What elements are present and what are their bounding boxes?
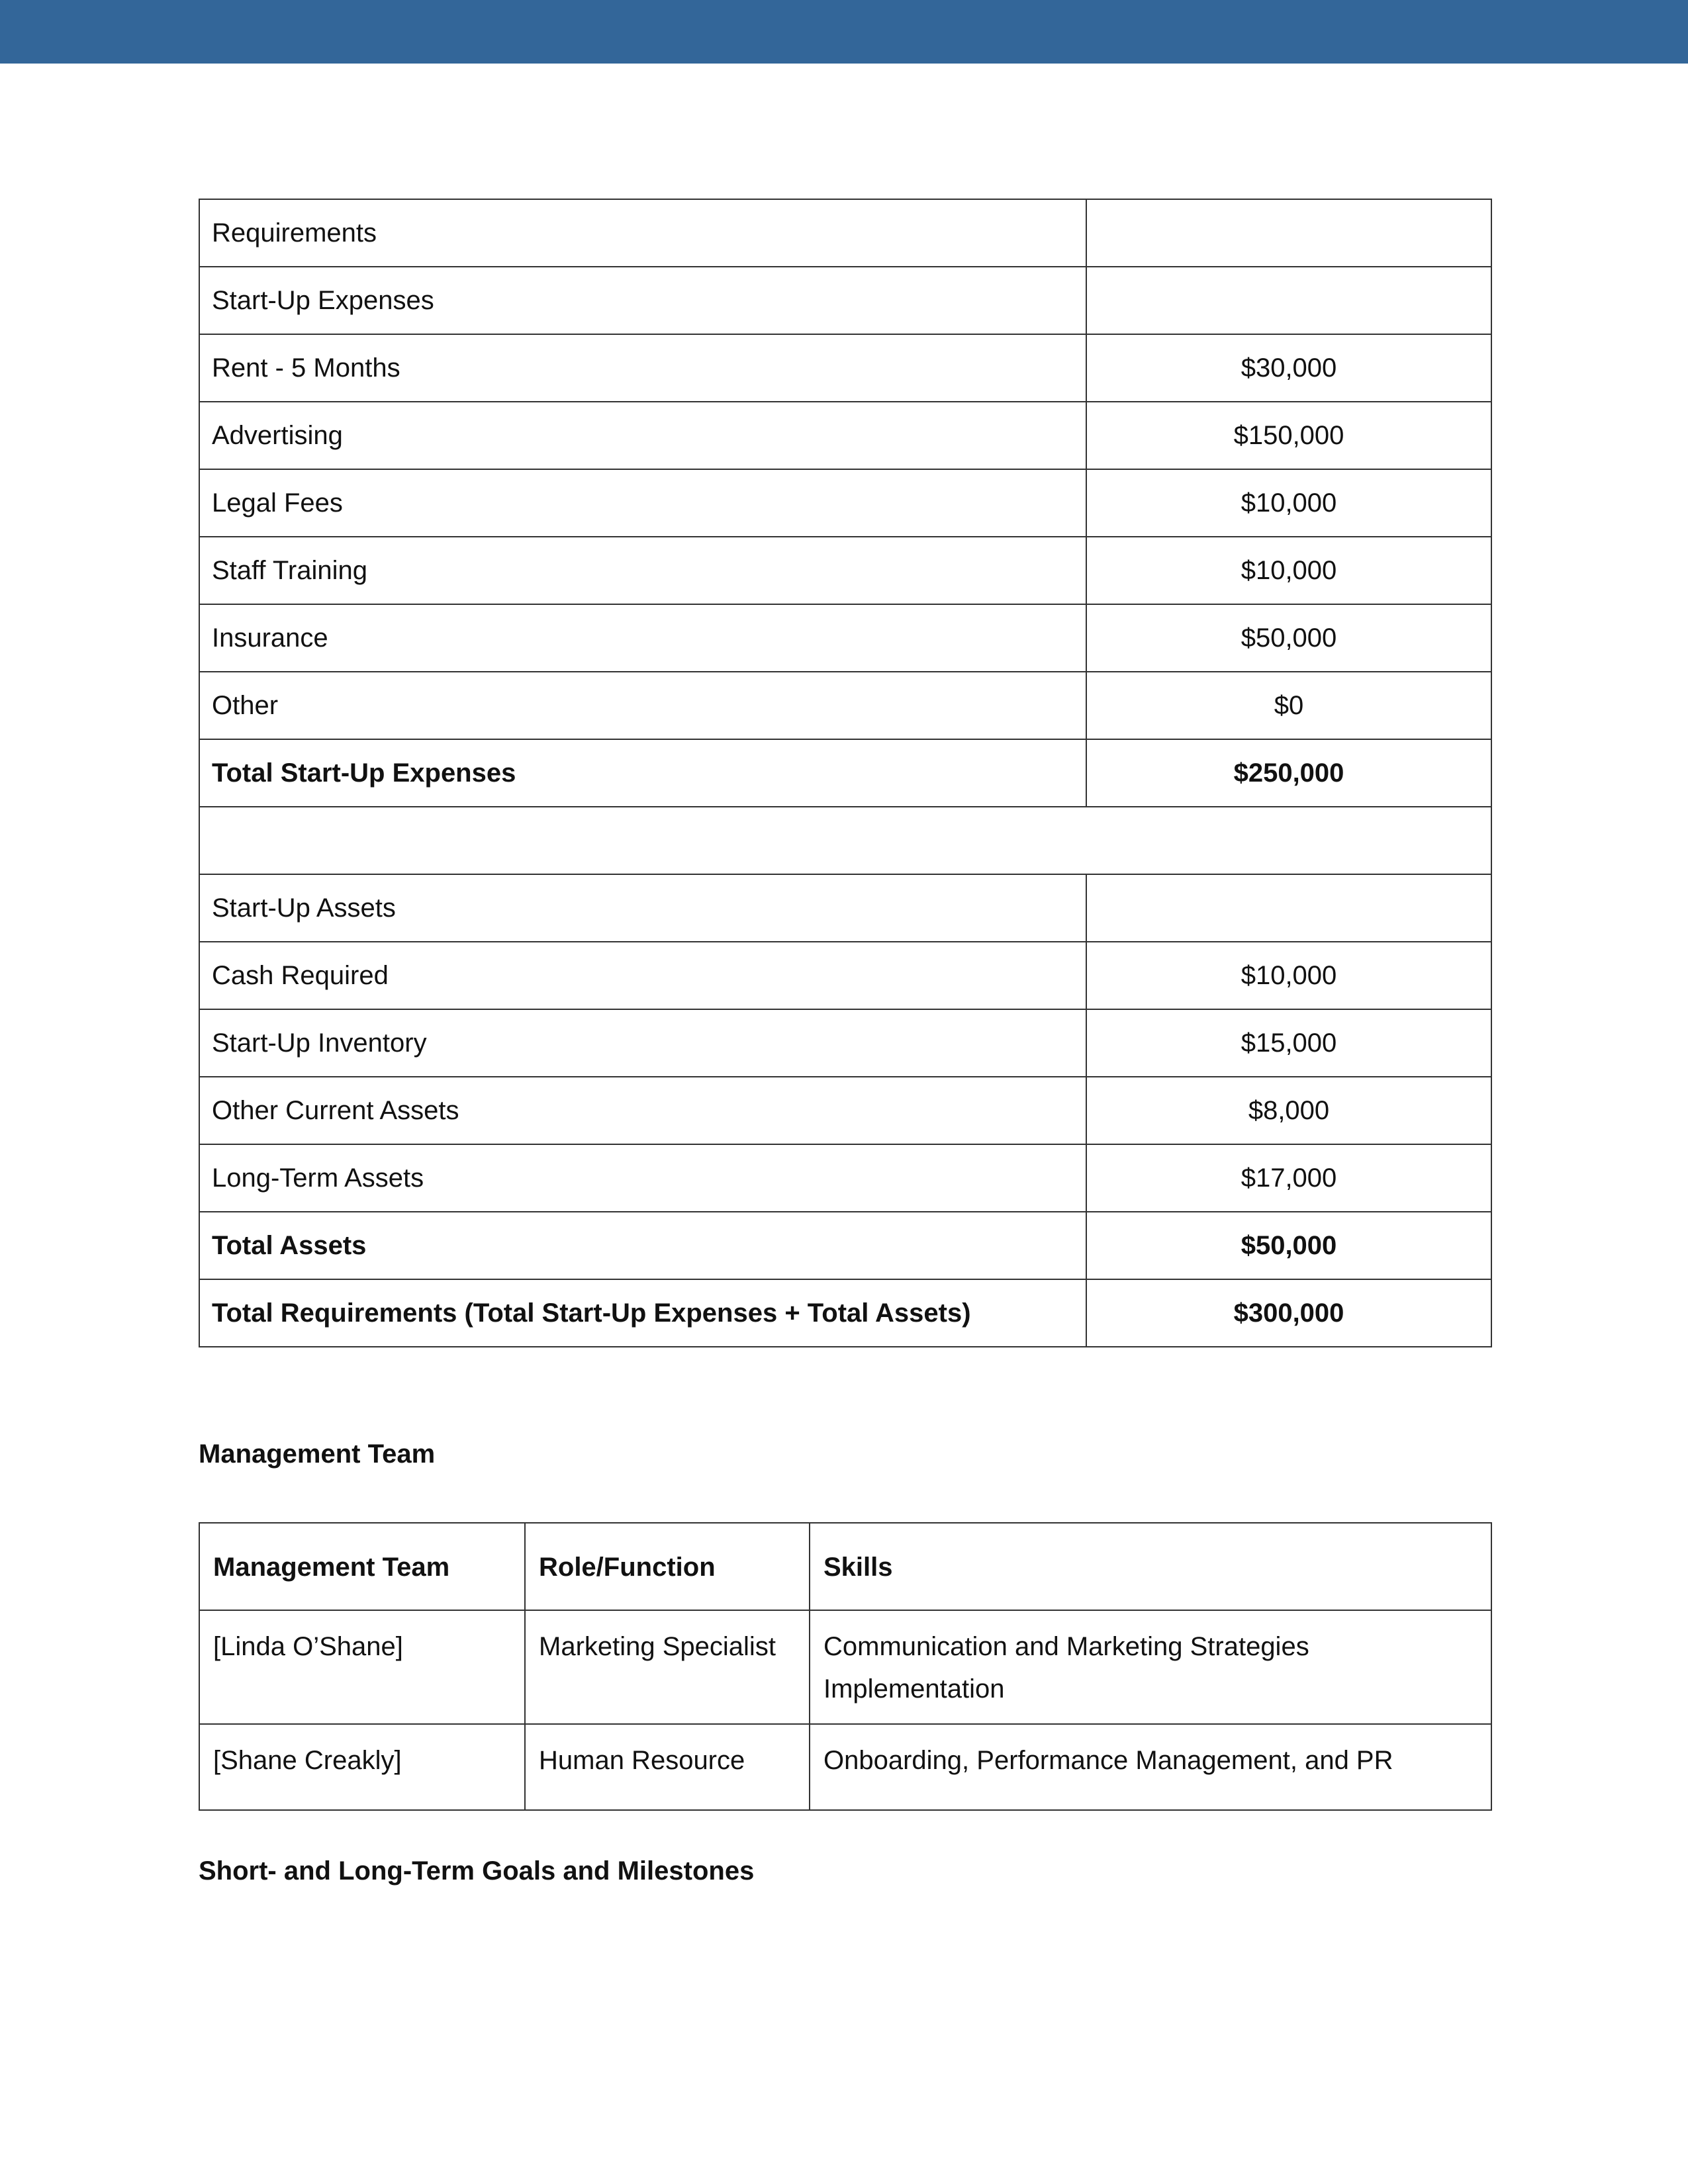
row-label: Total Requirements (Total Start-Up Expenses + Total Assets) xyxy=(199,1279,1086,1347)
goals-heading: Short- and Long-Term Goals and Milestones xyxy=(199,1856,755,1886)
row-value: $10,000 xyxy=(1086,537,1491,604)
row-value: $10,000 xyxy=(1086,942,1491,1009)
row-value: $250,000 xyxy=(1086,739,1491,807)
header-band xyxy=(0,0,1688,64)
requirements-table xyxy=(199,199,1492,1347)
row-label: Cash Required xyxy=(199,942,1086,1009)
row-value: $50,000 xyxy=(1086,604,1491,672)
team-member-name: [Shane Creakly] xyxy=(199,1724,525,1810)
table-row xyxy=(199,604,1491,672)
row-label: Insurance xyxy=(199,604,1086,672)
row-value: $15,000 xyxy=(1086,1009,1491,1077)
spacer-cell xyxy=(199,807,1491,874)
table-row xyxy=(199,199,1491,267)
management-team-table xyxy=(199,1522,1492,1811)
row-label: Long-Term Assets xyxy=(199,1144,1086,1212)
row-label: Start-Up Assets xyxy=(199,874,1086,942)
table-row xyxy=(199,739,1491,807)
table-row xyxy=(199,1212,1491,1279)
row-label: Legal Fees xyxy=(199,469,1086,537)
column-header-management-team: Management Team xyxy=(199,1523,525,1610)
table-row xyxy=(199,874,1491,942)
requirements-table-body xyxy=(199,199,1491,1347)
row-value: $10,000 xyxy=(1086,469,1491,537)
table-row xyxy=(199,469,1491,537)
column-header-role-function: Role/Function xyxy=(525,1523,810,1610)
team-member-role: Human Resource xyxy=(525,1724,810,1810)
row-value: $50,000 xyxy=(1086,1212,1491,1279)
team-member-role: Marketing Specialist xyxy=(525,1610,810,1724)
table-row xyxy=(199,334,1491,402)
management-team-header-row xyxy=(199,1523,1491,1610)
row-value: $8,000 xyxy=(1086,1077,1491,1144)
row-label: Other Current Assets xyxy=(199,1077,1086,1144)
row-label: Total Assets xyxy=(199,1212,1086,1279)
row-value xyxy=(1086,874,1491,942)
table-row xyxy=(199,402,1491,469)
row-label: Start-Up Expenses xyxy=(199,267,1086,334)
table-row xyxy=(199,672,1491,739)
table-row xyxy=(199,1279,1491,1347)
table-row xyxy=(199,1144,1491,1212)
table-row xyxy=(199,267,1491,334)
row-label: Staff Training xyxy=(199,537,1086,604)
table-row xyxy=(199,1009,1491,1077)
row-label: Advertising xyxy=(199,402,1086,469)
row-value xyxy=(1086,199,1491,267)
row-label: Other xyxy=(199,672,1086,739)
table-row xyxy=(199,1610,1491,1724)
team-member-name: [Linda O’Shane] xyxy=(199,1610,525,1724)
row-value: $300,000 xyxy=(1086,1279,1491,1347)
table-row xyxy=(199,942,1491,1009)
row-value: $30,000 xyxy=(1086,334,1491,402)
row-label: Start-Up Inventory xyxy=(199,1009,1086,1077)
table-row xyxy=(199,1724,1491,1810)
team-member-skills: Communication and Marketing Strategies Implementation xyxy=(810,1610,1491,1724)
row-value: $17,000 xyxy=(1086,1144,1491,1212)
row-label: Total Start-Up Expenses xyxy=(199,739,1086,807)
row-value: $150,000 xyxy=(1086,402,1491,469)
spacer-row xyxy=(199,807,1491,874)
management-team-heading: Management Team xyxy=(199,1439,436,1469)
team-member-skills: Onboarding, Performance Management, and PR xyxy=(810,1724,1491,1810)
row-value: $0 xyxy=(1086,672,1491,739)
row-value xyxy=(1086,267,1491,334)
table-row xyxy=(199,537,1491,604)
column-header-skills: Skills xyxy=(810,1523,1491,1610)
row-label: Requirements xyxy=(199,199,1086,267)
table-row xyxy=(199,1077,1491,1144)
row-label: Rent - 5 Months xyxy=(199,334,1086,402)
